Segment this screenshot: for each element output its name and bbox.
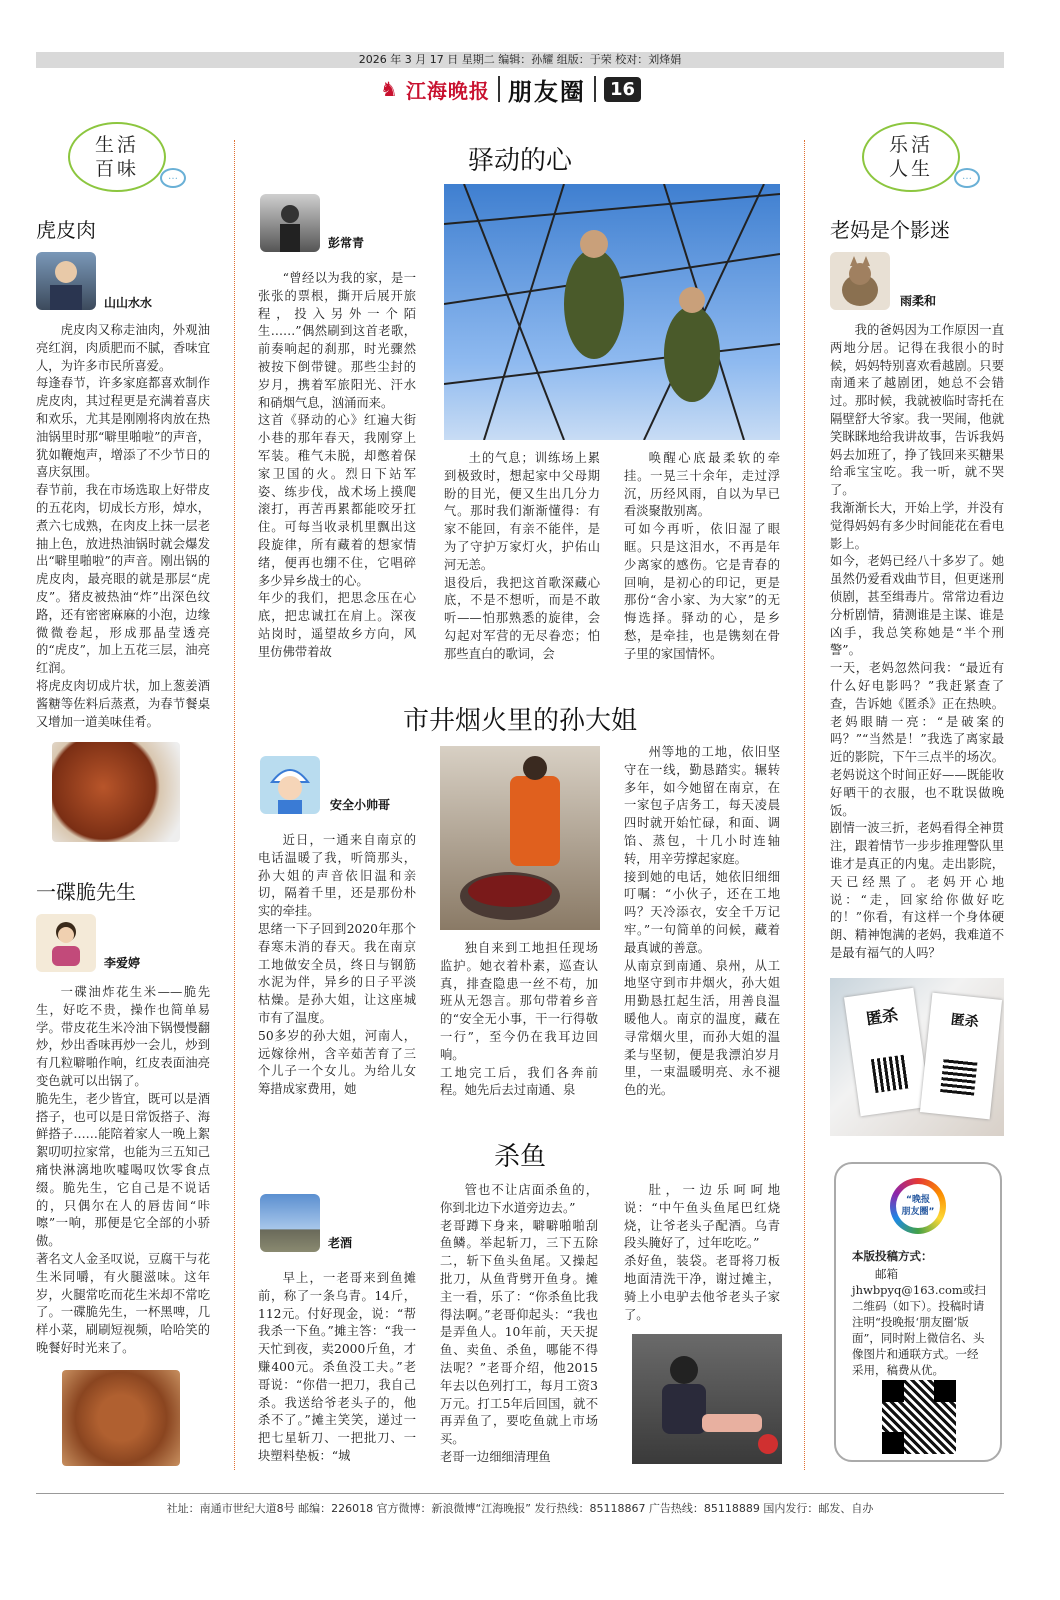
speech-bubble-icon: … bbox=[954, 168, 980, 188]
article-body: 我的爸妈因为工作原因一直两地分居。记得在我很小的时候，妈妈特别喜欢看越剧。只要南通来了越剧团，她总不会错过。那时候，我就被临时寄托在隔壁舒大爷家。我一哭闹，他就笑眯眯地给我讲故事，告诉我妈妈去加班了，挣了钱回来买糖果给乖宝宝吃。我一听，就不哭了。 我渐渐长大，开始上学，并没有觉得妈妈有多少时间能花在看电影上。 如今，老妈已经八十多岁了。她虽然仍爱看戏曲节目，但更迷刑侦剧，甚至缉毒片。常常边看边分析剧情，猜测谁是主谋、谁是凶手，我总笑称她是“半个刑警”。 一天，老妈忽然问我：“最近有什么好电影吗？”我赶紧查了查，告诉她《匿杀》正在热映。老妈眼睛一亮：“是破案的吗？”“当然是！”我选了离家最近的影院，下午三点半的场次。老妈说这个时间正好——既能收好晒干的衣服，也不耽误做晚饭。 剧情一波三折，老妈看得全神贯注，跟着情节一步步推理警队里谁才是真正的内鬼。走出影院，天已经黑了。老妈开心地说：“走，回家给你做好吃的！”你看，有这样一个身体硬朗、精神饱满的老妈，我难道不是最有福气的人吗？ bbox=[830, 323, 1004, 960]
photo-movie-ticket bbox=[830, 978, 1004, 1136]
footer-divider bbox=[36, 1493, 1004, 1494]
contact-title: 本版投稿方式： bbox=[852, 1249, 933, 1263]
article-title: 老妈是个影迷 bbox=[830, 218, 950, 242]
qr-code-icon bbox=[940, 1058, 977, 1095]
speech-bubble-icon: … bbox=[160, 168, 186, 188]
author-name: 安全小帅哥 bbox=[330, 798, 391, 812]
author-name: 山山水水 bbox=[104, 296, 153, 310]
food-photo-pork bbox=[52, 742, 180, 842]
article-body-col3: 肚，一边乐呵呵地说：“中午鱼头鱼尾巴红烧烧，让爷老头子配酒。乌青段头腌好了，过年吃吃。” 杀好鱼，装袋。老哥将刀板地面清洗干净，谢过摊主，骑上小电驴去他爷老头子家了。 bbox=[624, 1183, 780, 1322]
article-title: 驿动的心 bbox=[467, 146, 572, 176]
author-avatar bbox=[36, 252, 96, 310]
fish-scene-graphic bbox=[632, 1334, 782, 1464]
author-avatar bbox=[260, 756, 320, 814]
contact-body: 邮箱 jhwbpyq@163.com或扫二维码（如下）。投稿时请注明“投晚报‘朋友圈’版面”，同时附上微信名、头像图片和通联方式。一经采用，稿费从优。 bbox=[852, 1267, 986, 1377]
author-name: 老酒 bbox=[328, 1236, 353, 1250]
article-title: 杀鱼 bbox=[493, 1142, 546, 1172]
author-name: 雨柔和 bbox=[900, 294, 937, 308]
article-body: 虎皮肉又称走油肉，外观油亮红润，肉质肥而不腻，香味宜人，为许多市民所喜爱。 每逢春节，许多家庭都喜欢制作虎皮肉，其过程更是充满着喜庆和欢乐，尤其是刚刚将肉放在热油锅里时那“噼里啪啦”的声音，犹如鞭炮声，增添了不少节日的喜庆氛围。 春节前，我在市场选取上好带皮的五花肉，切成长方形，焯水，煮六七成熟，在肉皮上抹一层老抽上色，放进热油锅时就会爆发出“噼里啪啦”的声音。刚出锅的虎皮肉，最亮眼的就是那层“虎皮”。猪皮被热油“炸”出深色纹路，还有密密麻麻的小泡，边缘微微卷起，形成那晶莹透亮的“虎皮”，加上五花三层，油亮红润。 将虎皮肉切成片状，加上葱姜酒酱糖等佐料后蒸煮，为春节餐桌又增加一道美味佳肴。 bbox=[36, 323, 210, 729]
dateline: 2026 年 3 月 17 日 星期二 编辑：孙耀 组版：于荣 校对：刘烽娟 bbox=[358, 53, 682, 66]
article-body-col2: 管也不让店面杀鱼的，你到北边下水道旁边去。” 老哥蹲下身来，噼噼啪啪刮鱼鳞。举起斩刀，三下五除二，斩下鱼头鱼尾。又操起批刀，从鱼背劈开鱼身。摊主一看，乐了：“你杀鱼比我得法啊。”老哥仰起头：“我也是弄鱼人。10年前，天天捉鱼、卖鱼、杀鱼，哪能不得法呢？”老哥介绍，他2015年去以色列打工，每月工资3万元。打工5年后回国，就不再弄鱼了，要吃鱼就上市场买。 老哥一边细细清理鱼 bbox=[440, 1183, 598, 1464]
food-photo-peanuts bbox=[62, 1370, 180, 1466]
article-body-col3: 州等地的工地，依旧坚守在一线，勤恳踏实。辗转多年，如今她留在南京，在一家包子店务工，每天凌晨四时就开始忙碌，和面、调馅、蒸包，十几小时连轴转，用辛劳撑起家庭。 接到她的电话，她依旧细细叮嘱：“小伙子，还在工地吗？天冷添衣，安全千万记牢。”一句简单的问候，藏着最真诚的善意。 从南京到南通、泉州，从工地坚守到市井烟火，孙大姐用勤恳扛起生活，用善良温暖他人。南京的温度，藏在寻常烟火里，而孙大姐的温柔与坚韧，便是我漂泊岁月里，一束温暖明亮、永不褪色的光。 bbox=[624, 745, 780, 1098]
ticket-title: 匿杀 bbox=[864, 1005, 900, 1029]
avatar-person-icon bbox=[36, 252, 96, 310]
author-name: 李爱婷 bbox=[104, 956, 141, 970]
article-title: 虎皮肉 bbox=[36, 218, 96, 242]
divider bbox=[498, 76, 500, 102]
section-cloud-left: 生活 百味 bbox=[68, 122, 166, 192]
article-body-col2: 独自来到工地担任现场监护。她衣着朴素，巡查认真，排查隐患一丝不苟，加班从无怨言。那句带着乡音的“安全无小事，干一行得敬一行”，至今仍在我耳边回响。 工地完工后，我们各奔前程。她先后去过南通、泉 bbox=[440, 941, 598, 1098]
bird-logo-icon: ♞ bbox=[380, 77, 398, 101]
column-divider bbox=[804, 140, 805, 1470]
article-body-col1: 早上，一老哥来到鱼摊前，称了一条乌青。14斤，112元。付好现金，说：“帮我杀一下鱼。”摊主答：“我一天忙到夜，卖2000斤鱼，才赚400元。杀鱼没工夫。”老哥说：“你借一把刀，我自己杀。我送给爷老头子的，他杀不了。”摊主笑笑，递过一把七星斩刀、一把批刀、一块塑料垫板：“城 bbox=[258, 1271, 416, 1463]
section-cloud-right: 乐活 人生 bbox=[862, 122, 960, 192]
article-title: 一碟脆先生 bbox=[36, 880, 136, 904]
shop-scene-graphic bbox=[440, 746, 600, 930]
avatar-person-icon bbox=[36, 914, 96, 972]
article-body-col2: 土的气息；训练场上累到极致时，想起家中父母期盼的目光，便又生出几分力气。那时我们渐渐懂得：有家不能回，有亲不能伴，是为了守护万家灯火，护佑山河无恙。 退役后，我把这首歌深藏心底，不是不想听，而是不敢听——怕那熟悉的旋律，会勾起对军营的无尽眷恋；怕那些直白的歌词，会 bbox=[444, 451, 600, 661]
article-body-col1: “曾经以为我的家，是一张张的票根，撕开后展开旅程，投入另外一个陌生……”偶然刷到这首老歌，前奏响起的刹那，时光骤然被按下倒带键。那些尘封的岁月，携着军旅阳光、汗水和硝烟气息，汹涌而来。 这首《驿动的心》红遍大街小巷的那年春天，我刚穿上军装。稚气未脱，却憋着保家卫国的火。烈日下站军姿、练步伐，战术场上摸爬滚打，再苦再累都能咬牙扛住。可每当收录机里飘出这段旋律，所有藏着的想家情绪，便再也绷不住，它唱碎多少异乡战士的心。 年少的我们，把思念压在心底，把忠诚扛在肩上。深夜站岗时，遥望故乡方向，风里仿佛带着故 bbox=[258, 271, 416, 659]
photo-soldiers-training bbox=[444, 184, 780, 440]
barbed-wire-graphic bbox=[444, 184, 780, 440]
author-avatar bbox=[830, 252, 890, 310]
brand-name: 江海晚报 bbox=[405, 78, 490, 103]
avatar-cat-icon bbox=[830, 252, 890, 310]
photo-fish-cleaning bbox=[632, 1334, 782, 1464]
avatar-helmet-icon bbox=[260, 756, 320, 814]
divider bbox=[594, 76, 596, 102]
submission-box bbox=[834, 1162, 1002, 1462]
photo-bun-shop bbox=[440, 746, 600, 930]
ticket-paper bbox=[844, 988, 930, 1117]
avatar-soldier-icon bbox=[260, 194, 320, 252]
ticket-paper bbox=[920, 993, 1002, 1120]
article-body-col1: 近日，一通来自南京的电话温暖了我，听筒那头，孙大姐的声音依旧温和亲切，隔着千里，还是那份朴实的牵挂。 思绪一下子回到2020年那个春寒未消的春天。我在南京工地做安全员，终日与钢筋水泥为伴，异乡的日子平淡枯燥。是孙大姐，让这座城市有了温度。 50多岁的孙大姐，河南人，远嫁徐州，含辛茹苦育了三个儿子一个女儿。为给儿女筹措成家费用，她 bbox=[258, 833, 416, 1097]
ticket-title: 匿杀 bbox=[949, 1011, 980, 1031]
masthead bbox=[380, 74, 641, 104]
article-body: 一碟油炸花生米——脆先生，好吃不贵，操作也简单易学。带皮花生米冷油下锅慢慢翻炒，炒出香味再炒一会儿，炒到有几粒噼啪作响，红皮表面油亮变色就可以出锅了。 脆先生，老少皆宜，既可以是酒搭子，也可以是日常饭搭子、海鲜搭子……能陪着家人一晚上絮絮叨叨拉家常，也能为三五知己痛快淋漓地吹嘘喝叹饮零食点缀。脆先生，它自己是不说话的，只偶尔在人的唇齿间“咔嚓”一响，那便是它全部的小骄傲。 著名文人金圣叹说，豆腐干与花生米同嚼，有火腿滋味。这年岁，火腿常吃而花生米却不常吃了。一碟脆先生，一杯黑啤，几样小菜，刷刷短视频，哈哈笑的晚餐好时光来了。 bbox=[36, 985, 210, 1355]
section-name: 朋友圈 bbox=[507, 76, 586, 106]
author-name: 彭常青 bbox=[328, 236, 365, 250]
qr-code-icon bbox=[871, 1055, 909, 1093]
badge-text: “晚报 朋友圈” bbox=[896, 1184, 940, 1228]
badge-ring bbox=[890, 1178, 946, 1234]
page-number: 16 bbox=[604, 77, 641, 102]
qr-code-icon[interactable] bbox=[882, 1380, 956, 1454]
author-avatar bbox=[36, 914, 96, 972]
dateline-bar bbox=[36, 52, 1004, 68]
footer-info: 社址：南通市世纪大道8号 邮编：226018 官方微博：新浪微博“江海晚报” 发行热线：85118867 广告热线：85118889 国内发行：邮发、自办 bbox=[166, 1502, 874, 1515]
column-divider bbox=[234, 140, 235, 1470]
article-title: 市井烟火里的孙大姐 bbox=[402, 706, 637, 736]
author-avatar bbox=[260, 1194, 320, 1252]
article-body-col3: 唤醒心底最柔软的牵挂。一晃三十余年，走过浮沉，历经风雨，自以为早已看淡聚散别离。 可如今再听，依旧湿了眼眶。只是这泪水，不再是年少离家的感伤。它是青春的回响，是初心的印记，更是那份“舍小家、为大家”的无悔选择。驿动的心，是乡愁，是牵挂，也是镌刻在骨子里的家国情怀。 bbox=[624, 451, 780, 661]
author-avatar bbox=[260, 194, 320, 252]
